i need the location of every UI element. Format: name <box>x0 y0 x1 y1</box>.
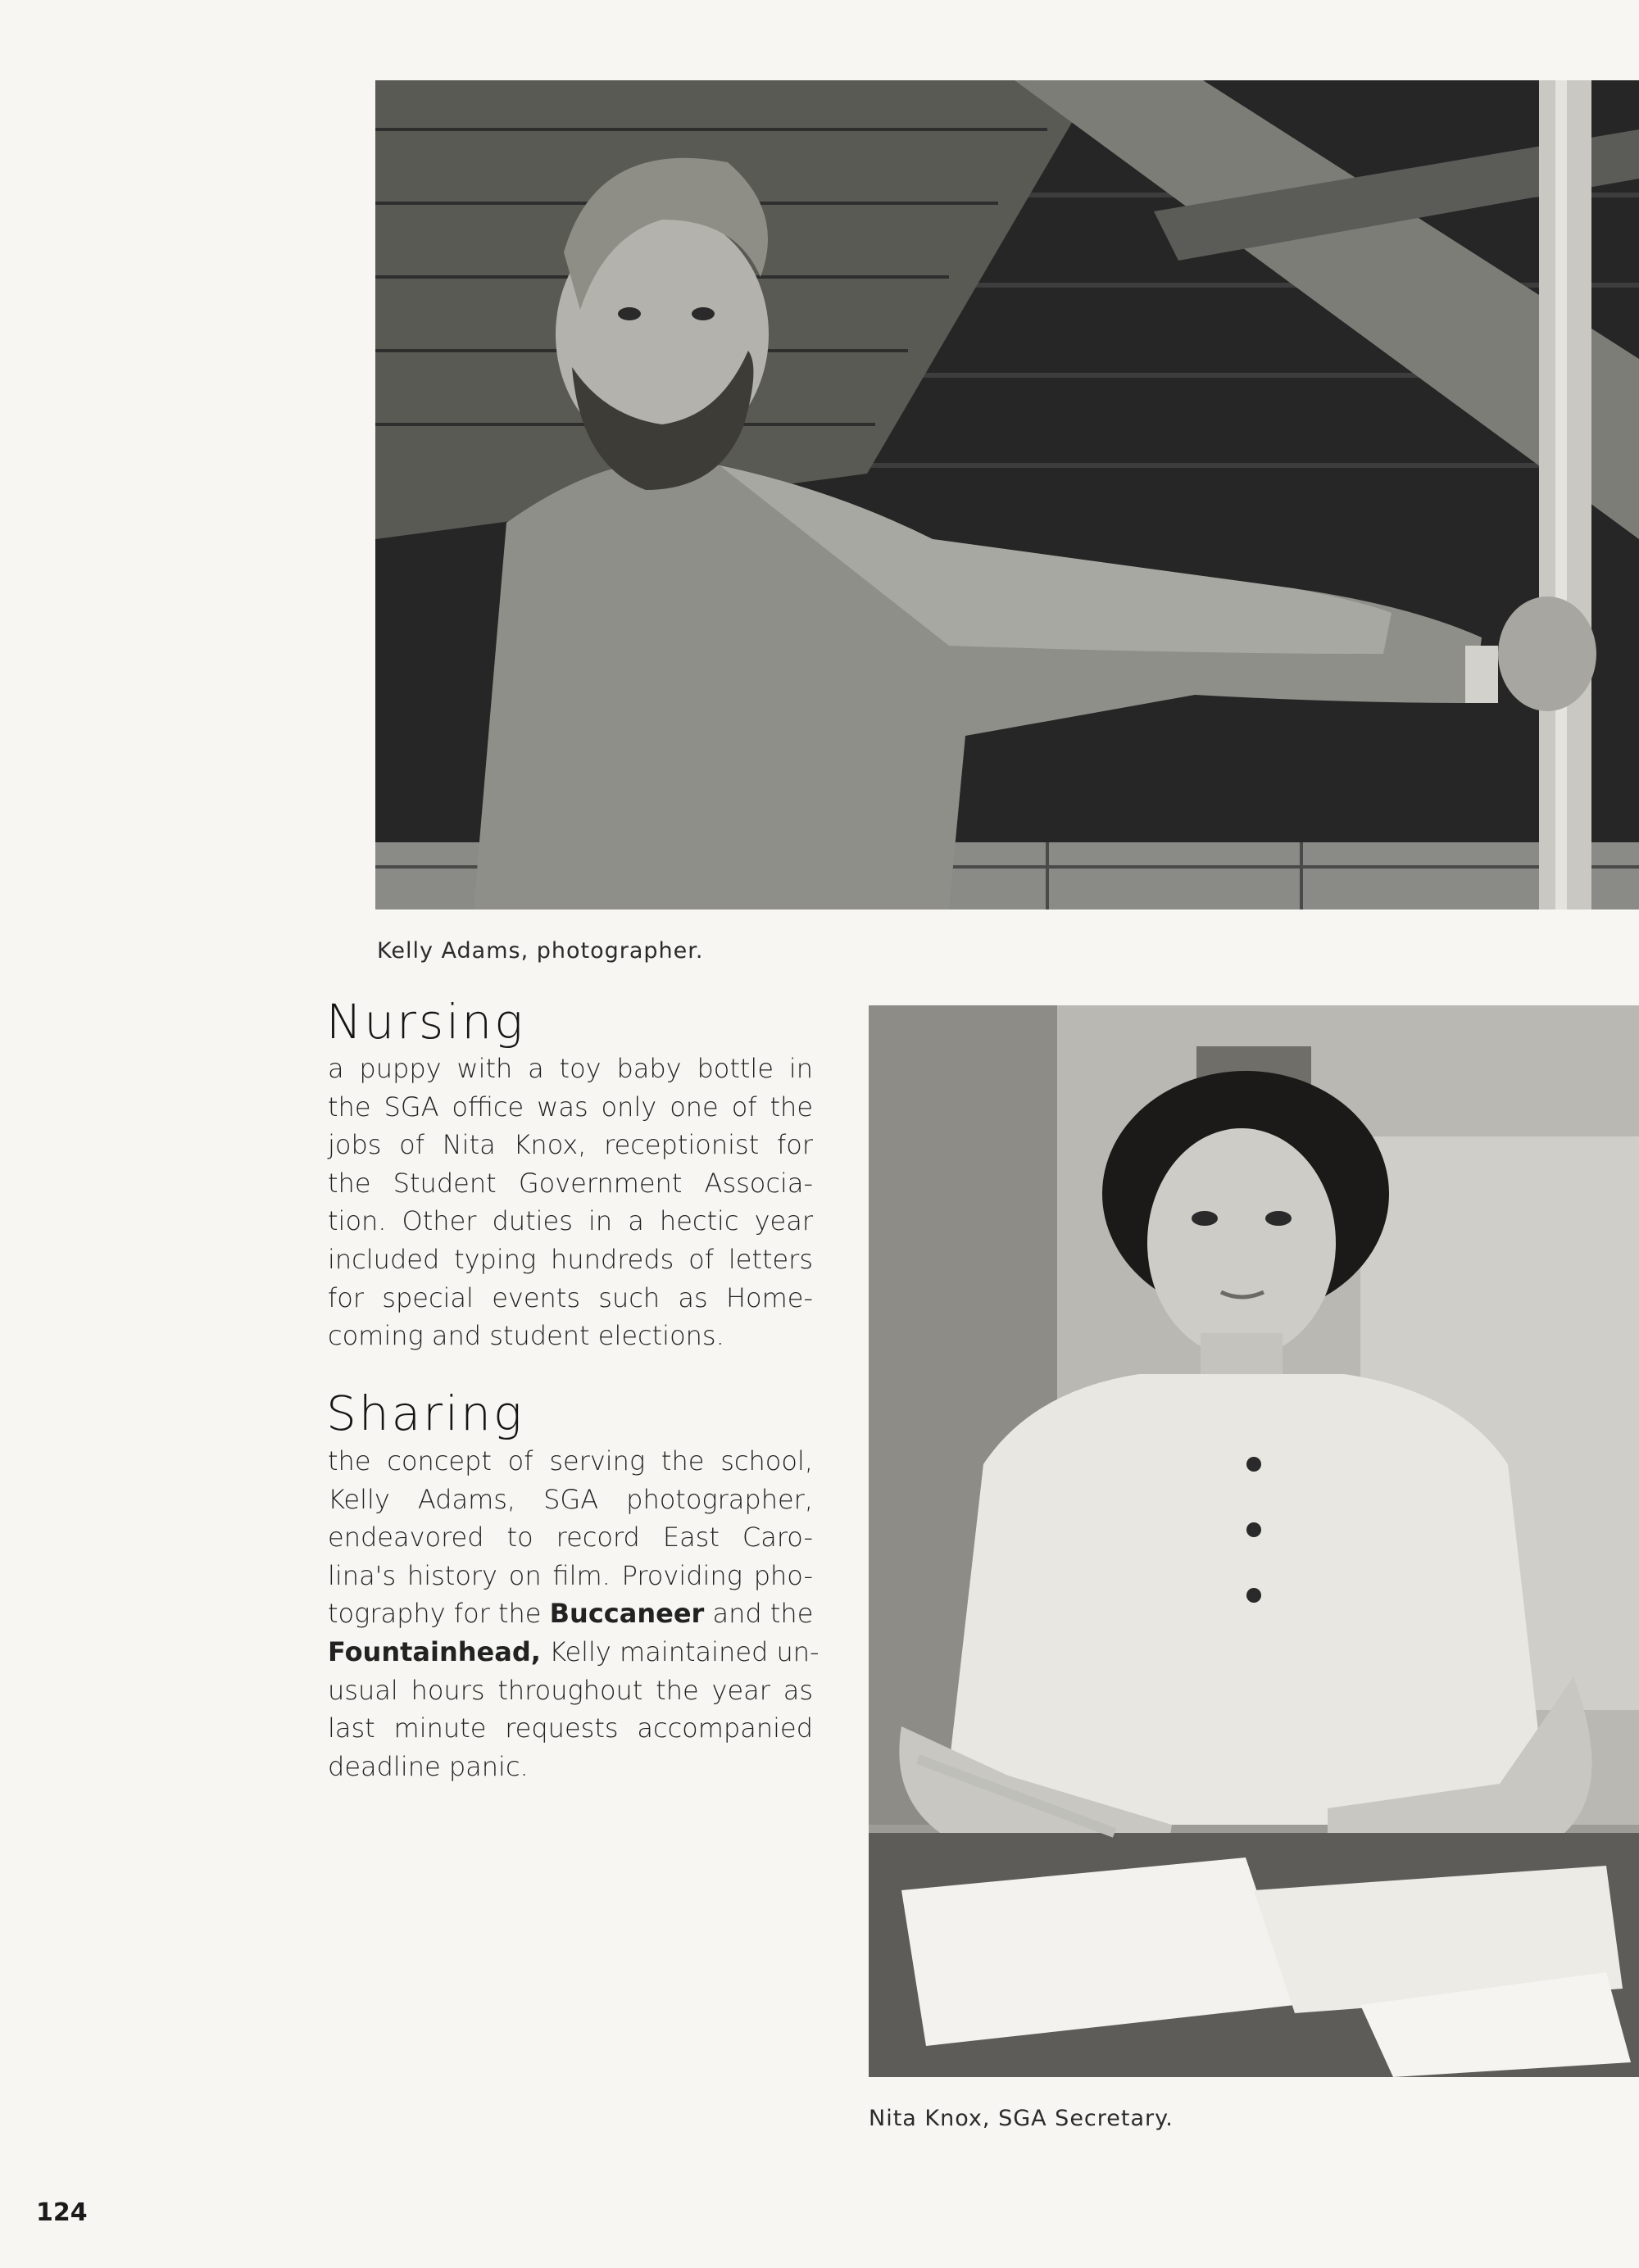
paragraph-line-mixed <box>328 1633 820 1672</box>
paragraph-line: for special events such as Home- <box>328 1281 813 1313</box>
caption-kelly-adams: Kelly Adams, photographer. <box>377 938 704 964</box>
paragraph-line: the SGA office was only one of the <box>328 1091 813 1123</box>
photo-kelly-adams-image <box>375 80 1639 909</box>
paragraph-line: Kelly Adams, SGA photographer, <box>328 1483 813 1515</box>
paragraph-line: usual hours throughout the year as <box>328 1674 813 1706</box>
paragraph-line: tion. Other duties in a hectic year <box>328 1205 813 1237</box>
photo-kelly-adams <box>375 80 1639 909</box>
paragraph-line: endeavored to record East Caro- <box>328 1522 813 1554</box>
text-run: tography for the <box>328 1598 542 1630</box>
page-number: 124 <box>36 2198 88 2227</box>
paragraph-line: included typing hundreds of letters <box>328 1243 813 1275</box>
heading-sharing: Sharing <box>326 1386 524 1441</box>
text-run: and the <box>712 1598 814 1630</box>
paragraph-nursing <box>328 1050 813 1355</box>
heading-nursing: Nursing <box>326 994 525 1050</box>
paragraph-line: deadline panic. <box>328 1750 529 1782</box>
paragraph-line: the Student Government Associa- <box>328 1167 813 1199</box>
paragraph-line: last minute requests accompanied <box>328 1712 813 1744</box>
paragraph-line: a puppy with a toy baby bottle in <box>328 1053 813 1084</box>
photo-nita-knox <box>869 1005 1639 2077</box>
caption-nita-knox: Nita Knox, SGA Secretary. <box>869 2106 1174 2131</box>
paragraph-sharing <box>328 1442 820 1785</box>
paragraph-line: jobs of Nita Knox, receptionist for <box>328 1129 813 1161</box>
publication-name-fountainhead: Fountainhead, <box>328 1635 541 1667</box>
paragraph-line-mixed <box>328 1594 813 1633</box>
paragraph-line: coming and student elections. <box>328 1320 724 1352</box>
photo-nita-knox-image <box>869 1005 1639 2077</box>
paragraph-line: the concept of serving the school, <box>328 1445 813 1476</box>
publication-name-buccaneer: Buccaneer <box>549 1598 705 1630</box>
text-run: Kelly maintained un- <box>549 1635 820 1667</box>
paragraph-line: lina's history on film. Providing pho- <box>328 1559 813 1591</box>
